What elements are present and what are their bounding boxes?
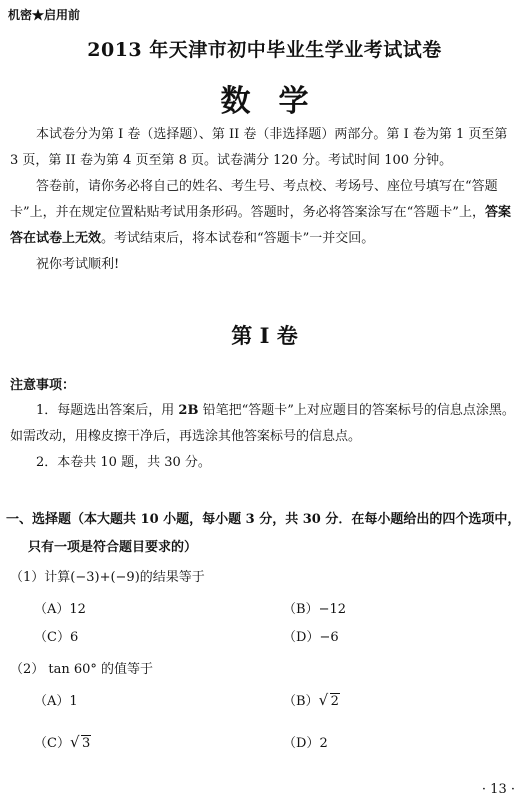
radical-sign-icon: √ (318, 691, 329, 709)
question-2-option-b (283, 690, 340, 709)
instruction-paragraph-1: 本试卷分为第 I 卷（选择题）、第 II 卷（非选择题）两部分。第 I 卷为第 1 页至第 3 页，第 II 卷为第 4 页至第 8 页。试卷满分 120 分。考试时间 100 分钟。 (10, 127, 508, 168)
good-luck-line: 祝你考试顺利! (36, 257, 120, 272)
option-b-value: −12 (318, 602, 346, 617)
question-1-option-b (283, 598, 346, 617)
question-1-option-d (283, 626, 339, 645)
instruction-paragraph-2 (10, 174, 516, 252)
option-d-value: 2 (319, 736, 328, 751)
instructions (10, 122, 516, 278)
question-1-stem: （1）计算(−3)+(−9)的结果等于 (10, 570, 205, 585)
confidential-mark: 机密★启用前 (8, 8, 81, 22)
option-a-label: （A） (34, 602, 70, 617)
option-d-label: （D） (283, 736, 320, 751)
notice-1 (10, 398, 516, 450)
notice-heading: 注意事项： (10, 378, 76, 393)
question-2-option-d (283, 732, 328, 751)
notice-1-pencil: 2B (178, 403, 199, 418)
radical-sign-icon: √ (69, 733, 80, 751)
instruction-paragraph-2-emphasis: 答案答在试卷上无效 (10, 205, 511, 246)
option-b-label: （B） (283, 602, 319, 617)
notice-1-text: 1．每题选出答案后，用 (36, 403, 179, 418)
section-title: 第 I 卷 (231, 323, 298, 348)
exam-title: 2013 年天津市初中毕业生学业考试试卷 (87, 39, 442, 61)
notice-2: 2．本卷共 10 题，共 30 分。 (36, 455, 211, 470)
part1-heading (6, 506, 521, 562)
question-1-option-a (34, 598, 86, 617)
option-b-label: （B） (283, 694, 319, 709)
sqrt-3 (69, 733, 91, 751)
option-d-value: −6 (319, 630, 339, 645)
instruction-paragraph-2-text: 答卷前，请你务必将自己的姓名、考生号、考点校、考场号、座位号填写在“答题卡”上，并在规定位置粘贴考试用条形码。答题时，务必将答案涂写在“答题卡”上， (10, 179, 498, 220)
instruction-paragraph-2-end: 。考试结束后，将本试卷和“答题卡”一并交回。 (101, 231, 375, 246)
option-b-value: 2 (330, 694, 339, 709)
question-2-option-c (34, 732, 91, 751)
part1-heading-line2: 只有一项是符合题目要求的） (28, 540, 198, 555)
option-c-value: 3 (81, 736, 91, 751)
option-a-value: 12 (69, 602, 86, 617)
notice-1-rest: 铅笔把“答题卡”上对应题目的答案标号的信息点涂黑。如需改动，用橡皮擦干净后，再选涂其他答案标号的信息点。 (10, 403, 515, 444)
option-c-label: （C） (34, 736, 70, 751)
option-d-label: （D） (283, 630, 320, 645)
part1-heading-line1: 一、选择题（本大题共 10 小题，每小题 3 分，共 30 分．在每小题给出的四个选项中， (6, 512, 521, 527)
option-c-value: 6 (69, 630, 79, 645)
sqrt-2 (318, 691, 340, 709)
option-a-label: （A） (34, 694, 70, 709)
option-a-value: 1 (69, 694, 78, 709)
question-2-stem: （2） tan 60° 的值等于 (10, 662, 154, 677)
question-1-option-c (34, 626, 78, 645)
notices (10, 398, 516, 476)
option-c-label: （C） (34, 630, 70, 645)
subject-title: 数学 (220, 84, 337, 119)
page-number: · 13 · (481, 782, 515, 797)
question-2-option-a (34, 690, 78, 709)
